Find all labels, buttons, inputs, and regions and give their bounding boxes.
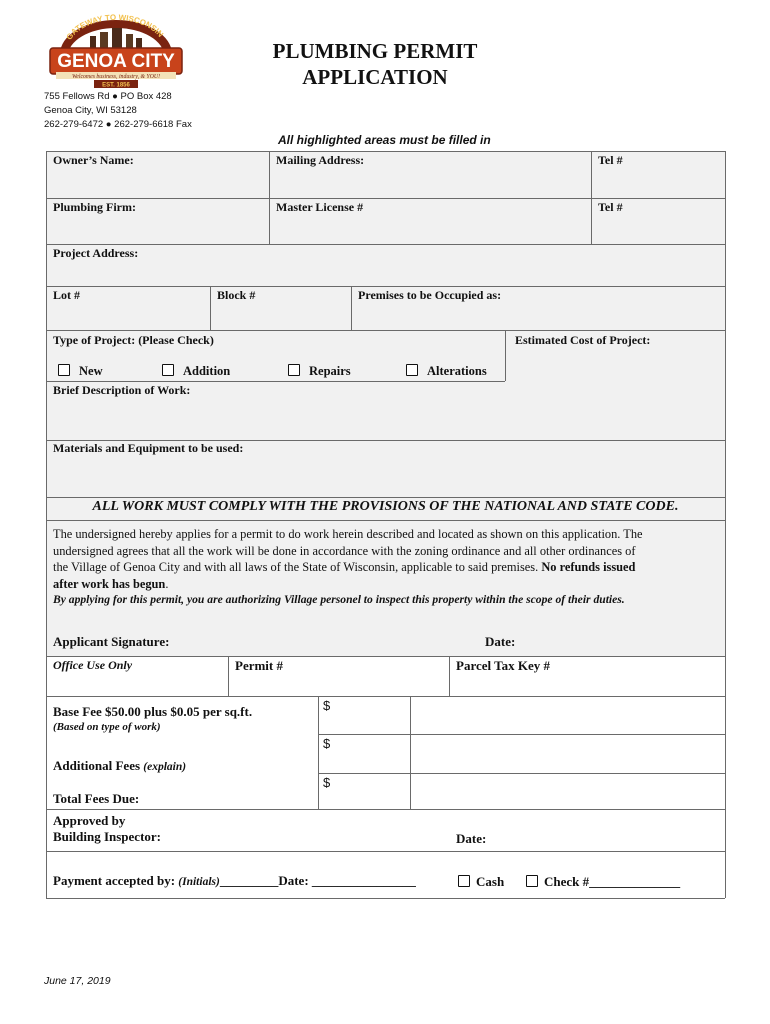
address-line-2: Genoa City, WI 53128 [44,105,137,116]
initials-field[interactable]: _________ [219,873,279,888]
compliance-line-3-text: the Village of Genoa City and with all laws of the State of Wisconsin, applicable to said premises. [53,560,539,574]
additional-fees-text: Additional Fees [53,758,141,773]
cash-label: Cash [476,874,505,889]
compliance-line-2: undersigned agrees that all the work will be done in accordance with the zoning ordinance and all other ordinances of [53,543,636,558]
base-fee-note: (Based on type of work) [53,721,161,733]
checkbox-addition-box[interactable] [162,364,174,376]
additional-fees-amount-field[interactable] [335,736,407,770]
permit-number-label: Permit # [235,658,284,673]
estimated-cost-label: Estimated Cost of Project: [515,333,651,347]
compliance-line-3 [53,559,721,576]
compliance-paragraph [53,526,721,609]
cash-checkbox[interactable] [458,874,504,890]
checkbox-addition[interactable] [162,364,230,379]
highlight-note: All highlighted areas must be filled in [278,133,491,147]
logo-tagline: Welcomes business, industry, & YOU! [71,74,161,80]
checkbox-repairs[interactable] [288,364,351,379]
office-use-only-label: Office Use Only [53,658,133,672]
firm-tel-label: Tel # [598,200,623,214]
owner-name-label: Owner’s Name: [53,153,134,167]
checkbox-new-label: New [79,364,103,378]
page-title [230,38,520,90]
base-fee-label: Base Fee $50.00 plus $0.05 per sq.ft. [53,704,253,719]
checkbox-new-box[interactable] [58,364,70,376]
parcel-tax-key-label: Parcel Tax Key # [456,658,551,673]
materials-label: Materials and Equipment to be used: [53,441,244,455]
block-label: Block # [217,288,256,302]
lot-label: Lot # [53,288,80,302]
revision-date: June 17, 2019 [44,975,111,987]
total-fees-label: Total Fees Due: [53,791,140,806]
genoa-city-logo [46,14,186,90]
applicant-signature-label: Applicant Signature: [53,634,170,649]
approved-by-line-1: Approved by [53,813,126,828]
project-address-field[interactable] [46,244,725,286]
approved-by-line-2: Building Inspector: [53,829,161,844]
project-address-label: Project Address: [53,246,139,260]
no-refunds-text-2: after work has begun [53,576,166,591]
period: . [165,576,169,591]
permit-number-field[interactable] [229,676,448,694]
payment-date-field[interactable]: ________________ [311,873,416,888]
no-refunds-text: No refunds issued [541,560,636,574]
inspection-note: By applying for this permit, you are authorizing Village personel to inspect this property within the scope of their duties. [53,593,625,606]
total-fees-dollar: $ [323,775,331,790]
total-fees-amount-field[interactable] [335,775,407,807]
logo-arc-text: GATEWAY TO WISCONSIN [64,14,166,42]
checkbox-new[interactable] [58,364,103,379]
payment-accepted-line [53,873,416,889]
initials-label: (Initials) [178,876,220,888]
check-number-field[interactable]: ______________ [589,874,681,889]
signature-date-label: Date: [485,634,516,649]
fee-notes-field[interactable] [412,698,723,807]
check-checkbox[interactable] [526,874,680,890]
checkbox-repairs-box[interactable] [288,364,300,376]
compliance-heading: ALL WORK MUST COMPLY WITH THE PROVISIONS OF THE NATIONAL AND STATE CODE. [92,499,679,514]
checkbox-repairs-label: Repairs [309,364,351,378]
logo-name: GENOA CITY [57,51,175,72]
payment-accepted-label: Payment accepted by: [53,873,176,888]
compliance-line-1: The undersigned hereby applies for a permit to do work herein described and located as shown on this application. The [53,527,643,541]
check-label: Check # [544,874,590,889]
master-license-label: Master License # [276,200,364,214]
owner-tel-label: Tel # [598,153,623,167]
payment-date-label: Date: [278,873,309,888]
cash-box[interactable] [458,875,470,887]
logo-est: EST. 1856 [102,82,130,89]
approved-date-label: Date: [456,831,487,846]
checkbox-alterations-label: Alterations [427,364,487,378]
base-fee-amount-field[interactable] [335,698,407,732]
checkbox-addition-label: Addition [183,364,231,378]
check-box[interactable] [526,875,538,887]
building-inspector-field[interactable] [175,827,445,847]
brief-description-label: Brief Description of Work: [53,383,191,397]
base-fee-dollar: $ [323,698,331,713]
checkbox-alterations[interactable] [406,364,487,379]
plumbing-firm-label: Plumbing Firm: [53,200,136,214]
address-line-1: 755 Fellows Rd ● PO Box 428 [44,91,172,102]
mailing-address-label: Mailing Address: [276,153,365,167]
approved-by-label [53,813,161,845]
applicant-signature-field[interactable] [190,632,470,652]
title-line-1: PLUMBING PERMIT [272,39,478,63]
explain-text: (explain) [143,761,187,773]
compliance-line-4 [53,576,721,593]
type-of-project-label: Type of Project: (Please Check) [53,333,214,347]
checkbox-alterations-box[interactable] [406,364,418,376]
parcel-tax-key-field[interactable] [450,676,724,694]
village-address [44,90,192,132]
additional-fees-label [53,758,186,774]
phone-line: 262-279-6472 ● 262-279-6618 Fax [44,119,192,130]
additional-fees-dollar: $ [323,736,331,751]
premises-label: Premises to be Occupied as: [358,288,502,302]
title-line-2: APPLICATION [302,65,448,89]
